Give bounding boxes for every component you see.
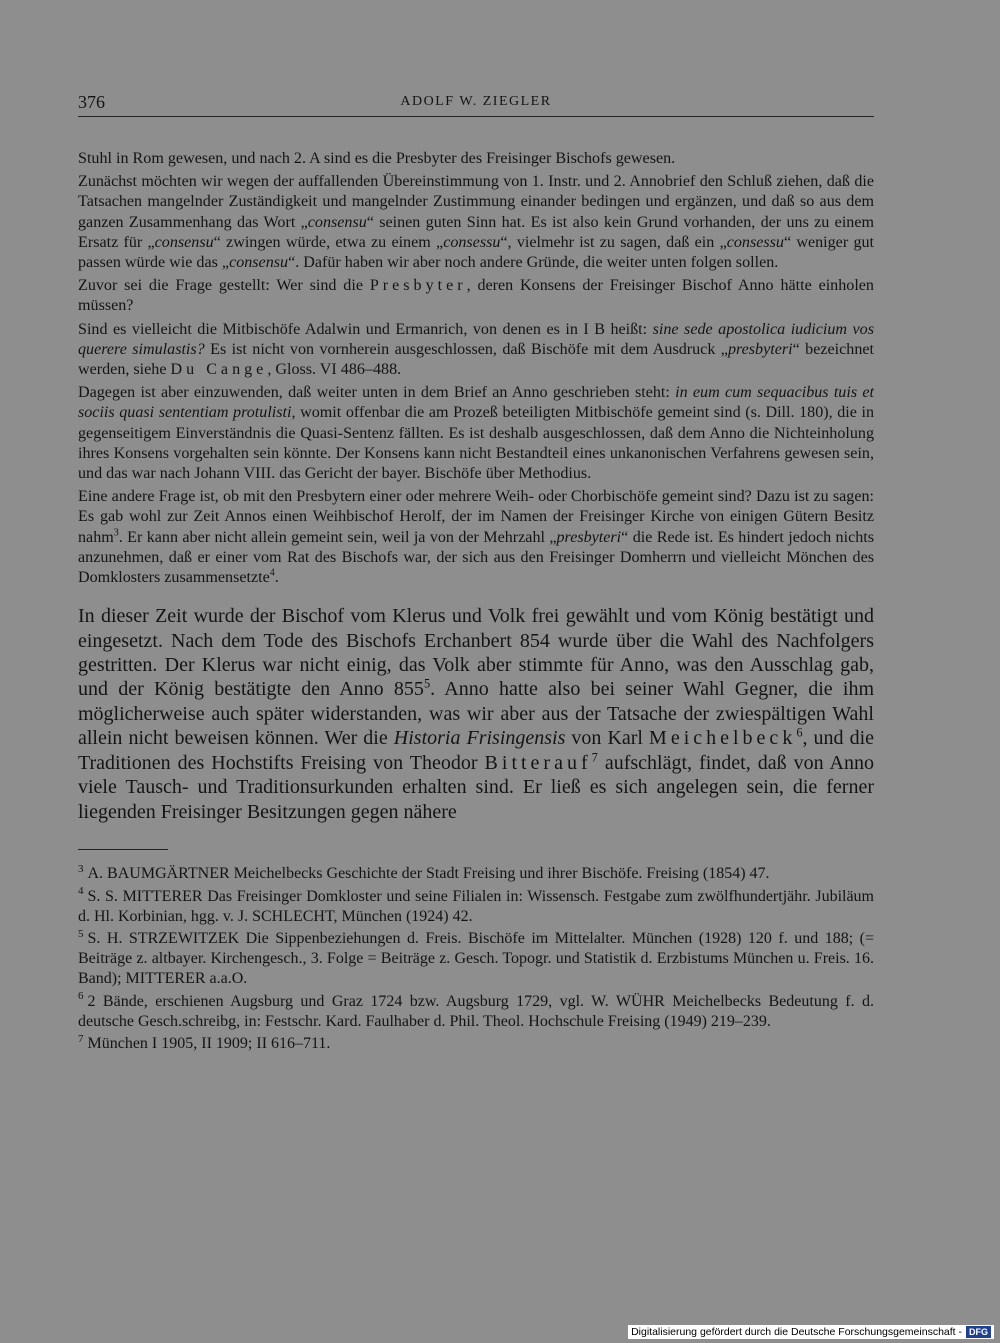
footnote-number: 5	[78, 927, 84, 940]
text-run: “, vielmehr ist zu sagen, daß ein „	[500, 233, 727, 251]
paragraph	[78, 487, 874, 588]
footnote	[78, 864, 874, 884]
footnote-text: 2 Bände, erschienen Augsburg und Graz 1724 bzw. Augsburg 1729, vgl. W. WÜHR Meichelbecks Bedeutung f. d. deutsche Gesch.schreibg, in: Festschr. Kard. Faulhaber d. Phil. Theol. Hochschule Freising (1949) 219–239.	[78, 992, 874, 1030]
text-run: Zuvor sei die Frage gestellt: Wer sind die	[78, 277, 370, 295]
italic-text: sine sede apostolica iudicium vos querere simulastis?	[78, 320, 874, 358]
text-run: “ bezeichnet werden, siehe	[78, 340, 874, 379]
footnote-text: S. H. STRZEWITZEK Die Sippenbeziehungen d. Freis. Bischöfe im Mittelalter. München (1928) 120 f. und 188; (= Beiträge z. altbayer. Kirchengesch., 3. Folge = Beiträge z. Gesch. Topogr. und Statistik d. Erzbistums München u. Freis. 16. Band); MITTERER a.a.O.	[78, 930, 874, 987]
body-small-print	[78, 149, 874, 588]
text-run: , deren Konsens der Freisinger Bischof Anno hätte einholen müssen?	[78, 277, 874, 315]
text-run: womit offenbar die am Prozeß beteiligten Mitbischöfe gemeint sind (s. Dill. 180), die in gegenseitigem Einverständnis die Quasi-Sentenz fällten. Es ist deshalb ausgeschlossen, daß dem Anno die Nichteinholung ihres Konsens vorgehalten sein könnte. Der Konsens kann nicht Bestandteil eines unkanonischen Verfahrens gewesen sein, und das war nach Johann VIII. das Gericht der bayer. Bischöfe über Methodius.	[78, 404, 875, 483]
footnote	[78, 1034, 874, 1054]
dfg-logo: DFG	[966, 1326, 991, 1338]
paragraph	[78, 604, 874, 824]
footnote-ref: 5	[423, 676, 431, 691]
text-run: Stuhl in Rom gewesen, und nach 2. A sind es die Presbyter des Freisinger Bischofs gewesen.	[78, 150, 676, 167]
italic-text: consessu	[443, 233, 501, 251]
paragraph	[78, 383, 874, 484]
footnote-rule	[78, 849, 168, 850]
text-run: aufschlägt, findet, daß von Anno viele Tausch- und Traditionsurkunden erhalten sind. Er ließ es sich angelegen sein, die ferner liegenden Freisinger Besitzungen gegen nähere	[78, 751, 874, 823]
spaced-name: Presbyter	[369, 277, 467, 295]
footnotes	[78, 864, 874, 1054]
footnote	[78, 887, 874, 927]
paragraph	[78, 320, 874, 381]
text-run: Es ist nicht von vornherein ausgeschlossen, daß Bischöfe mit dem Ausdruck „	[204, 340, 728, 358]
paragraph	[78, 172, 874, 273]
text-run: Zunächst möchten wir wegen der auffallenden Übereinstimmung von 1. Instr. und 2. Annobrief den Schluß ziehen, daß die Tatsachen mangelnder Zuständigkeit und mangelnder Zustimmung einander bedingen und ergänzen, und daß so aus dem ganzen Zusammenhang das Wort „	[78, 173, 874, 231]
text-run: “ weniger gut passen würde wie das „	[78, 233, 875, 272]
italic-text: consensu	[229, 254, 289, 272]
spaced-name: Du Cange	[170, 361, 268, 379]
text-run: . Er kann aber nicht allein gemeint sein, weil ja von der Mehrzahl „	[118, 528, 557, 546]
text-run: Dagegen ist aber einzuwenden, daß weiter unten in dem Brief an Anno geschrieben steht:	[78, 384, 676, 402]
footnote-number: 4	[78, 885, 84, 898]
text-run: .	[274, 569, 279, 587]
text-run: “ die Rede ist. Es hindert jedoch nichts anzunehmen, daß er einer vom Rat des Bischofs war, der sich aus den Freisinger Domherrn und vielleicht Mönchen des Domklosters zusammensetzte	[78, 528, 874, 587]
page-number: 376	[78, 92, 105, 112]
footnote	[78, 992, 874, 1032]
italic-text: consensu	[307, 213, 367, 231]
footnote-text: S. S. MITTERER Das Freisinger Domkloster und seine Filialen in: Wissensch. Festgabe zum zwölfhundertjähr. Jubiläum d. Hl. Korbinian, hgg. v. J. SCHLECHT, München (1924) 42.	[78, 887, 874, 925]
footnote-number: 6	[78, 990, 84, 1003]
footnote-number: 7	[78, 1032, 84, 1045]
footnote-text: A. BAUMGÄRTNER Meichelbecks Geschichte der Stadt Freising und ihrer Bischöfe. Freising (1854) 47.	[87, 864, 770, 882]
digitization-footer	[628, 1325, 994, 1339]
text-run: “ seinen guten Sinn hat. Es ist also kein Grund vorhanden, der uns zu einem Ersatz für „	[78, 213, 874, 251]
text-run: , Gloss. VI 486–488.	[267, 361, 402, 379]
running-head: ADOLF W. ZIEGLER	[400, 94, 552, 109]
text-run: Eine andere Frage ist, ob mit den Presbytern einer oder mehrere Weih- oder Chorbischöfe gemeint sind? Dazu ist zu sagen: Es gab wohl zur Zeit Annos einen Weihbischof Herolf, der im Namen der Freisinger Kirche von einigen Gütern Besitz nahm	[78, 488, 874, 546]
italic-text: presbyteri	[556, 528, 622, 546]
footnote-number: 3	[78, 862, 84, 875]
footnote-text: München I 1905, II 1909; II 616–711.	[87, 1035, 331, 1053]
footnote	[78, 929, 874, 988]
text-run: . Anno hatte also bei seiner Wahl Gegner, die ihm möglicherweise auch später widerstanden, was wir aber aus der Tatsache der zwiespältigen Wahl allein nicht beweisen können. Wer die	[78, 678, 875, 750]
text-run: Sind es vielleicht die Mitbischöfe Adalwin und Ermanrich, von denen es in I B heißt:	[78, 320, 653, 338]
text-run: In dieser Zeit wurde der Bischof vom Klerus und Volk frei gewählt und vom König bestätigt und eingesetzt. Nach dem Tode des Bischofs Erchanbert 854 wurde über die Wahl des Nachfolgers gestritten. Der Klerus war nicht einig, das Volk aber stimmte für Anno, was den Ausschlag gab, und der König bestätigte den Anno 855	[78, 605, 874, 701]
text-run: , und die Traditionen des Hochstifts Freising von Theodor	[78, 727, 875, 774]
paragraph	[78, 276, 874, 316]
text-run: von Karl	[565, 727, 650, 750]
text-run: “ zwingen würde, etwa zu einem „	[213, 233, 444, 251]
page-header	[78, 92, 874, 117]
italic-text: in eum cum sequacibus tuis et sociis quasi sententiam protulisti,	[78, 384, 874, 422]
book-page	[78, 92, 874, 1057]
italic-text: Historia Frisingensis	[393, 727, 566, 750]
italic-text: consensu	[154, 233, 214, 251]
footnote-ref: 4	[269, 567, 275, 579]
footer-text: Digitalisierung gefördert durch die Deutsche Forschungsgemeinschaft -	[631, 1326, 962, 1338]
spaced-name: Meichelbeck	[649, 727, 797, 750]
footnote-ref: 6	[796, 725, 803, 740]
italic-text: presbyteri	[727, 340, 793, 358]
paragraph	[78, 149, 874, 169]
spaced-name: Bitterauf	[484, 751, 592, 774]
text-run: “. Dafür haben wir aber noch andere Gründe, die weiter unten folgen sollen.	[288, 254, 779, 272]
footnote-ref: 7	[591, 750, 598, 765]
body-main-text	[78, 604, 874, 824]
footnote-ref: 3	[113, 527, 119, 539]
italic-text: consessu	[726, 233, 784, 251]
